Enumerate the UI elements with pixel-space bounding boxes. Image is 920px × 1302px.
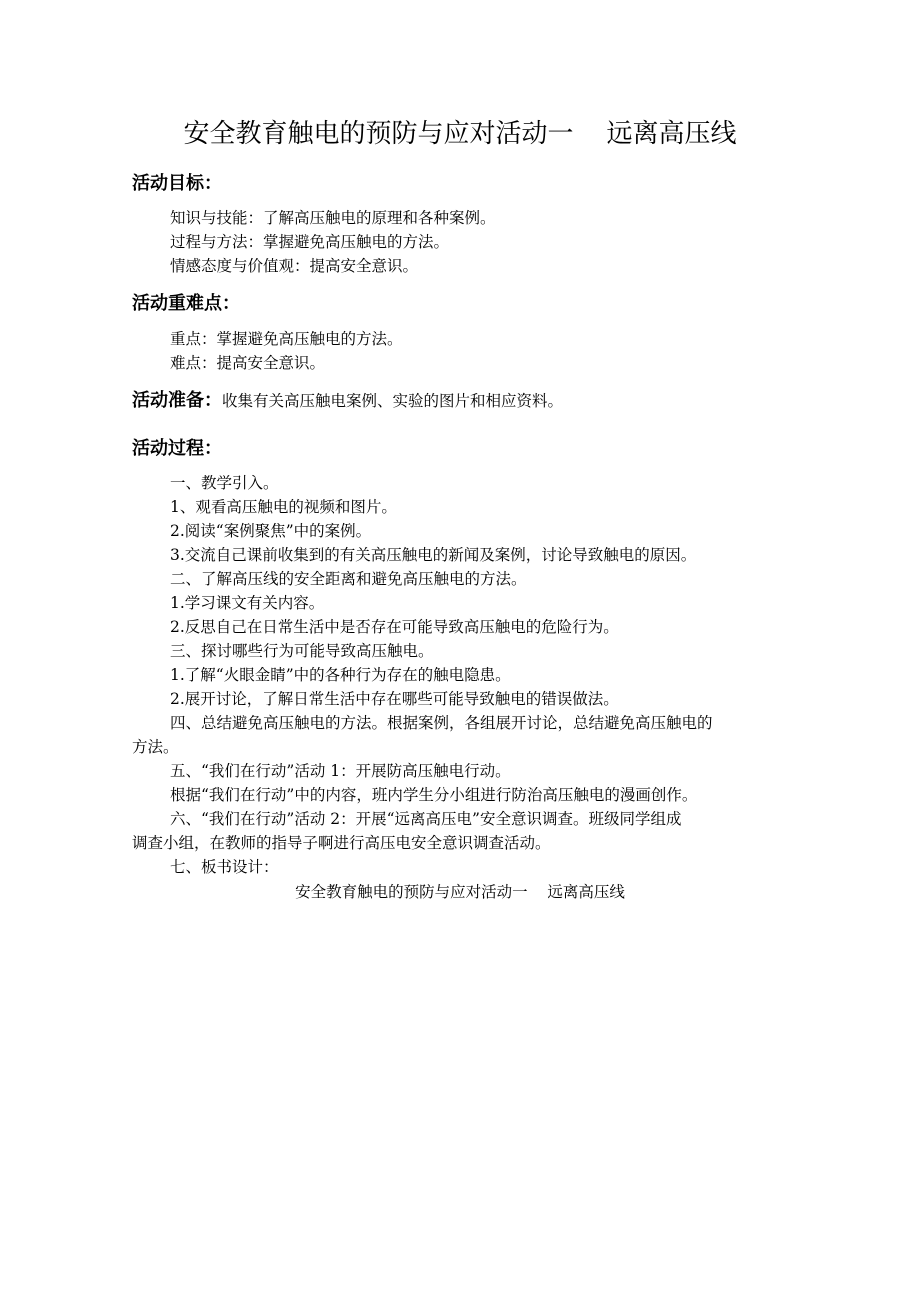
goals-heading: 活动目标： (132, 173, 222, 194)
process-line: 一、教学引入。 (170, 474, 279, 492)
process-line: 方法。 (132, 738, 179, 756)
goal-item-attitude: 情感态度与价值观：提高安全意识。 (170, 257, 419, 275)
process-line: 四、总结避免高压触电的方法。根据案例，各组展开讨论，总结避免高压触电的 (170, 714, 713, 732)
preparation-row (132, 388, 563, 414)
process-line: 2.阅读“案例聚焦”中的案例。 (170, 522, 372, 540)
process-line: 三、探讨哪些行为可能导致高压触电。 (170, 642, 434, 660)
preparation-heading: 活动准备： (132, 390, 222, 411)
process-heading: 活动过程： (132, 438, 222, 459)
process-line: 2.反思自己在日常生活中是否存在可能导致高压触电的危险行为。 (170, 618, 619, 636)
process-line: 2.展开讨论，了解日常生活中存在哪些可能导致触电的错误做法。 (170, 690, 619, 708)
board-design-title: 安全教育触电的预防与应对活动一 远离高压线 (295, 883, 625, 901)
process-line: 六、“我们在行动”活动 2：开展“远离高压电”安全意识调查。班级同学组成 (170, 810, 682, 828)
difficult-point-item: 难点：提高安全意识。 (170, 354, 326, 372)
goal-item-knowledge: 知识与技能：了解高压触电的原理和各种案例。 (170, 209, 496, 227)
process-line: 1、观看高压触电的视频和图片。 (170, 498, 397, 516)
process-line: 七、板书设计： (170, 858, 279, 876)
process-line: 根据“我们在行动”中的内容，班内学生分小组进行防治高压触电的漫画创作。 (170, 786, 698, 804)
document-title: 安全教育触电的预防与应对活动一 远离高压线 (183, 119, 737, 149)
process-line: 1.学习课文有关内容。 (170, 594, 325, 612)
process-line: 二、了解高压线的安全距离和避免高压触电的方法。 (170, 570, 527, 588)
process-line: 3.交流自己课前收集到的有关高压触电的新闻及案例，讨论导致触电的原因。 (170, 546, 697, 564)
key-point-item: 重点：掌握避免高压触电的方法。 (170, 330, 403, 348)
process-line: 五、“我们在行动”活动 1：开展防高压触电行动。 (170, 762, 511, 780)
key-points-heading: 活动重难点： (132, 293, 240, 314)
goal-item-process: 过程与方法：掌握避免高压触电的方法。 (170, 233, 450, 251)
preparation-text: 收集有关高压触电案例、实验的图片和相应资料。 (222, 392, 564, 410)
process-line: 1.了解“火眼金睛”中的各种行为存在的触电隐患。 (170, 666, 511, 684)
process-line: 调查小组，在教师的指导子啊进行高压电安全意识调查活动。 (132, 834, 551, 852)
